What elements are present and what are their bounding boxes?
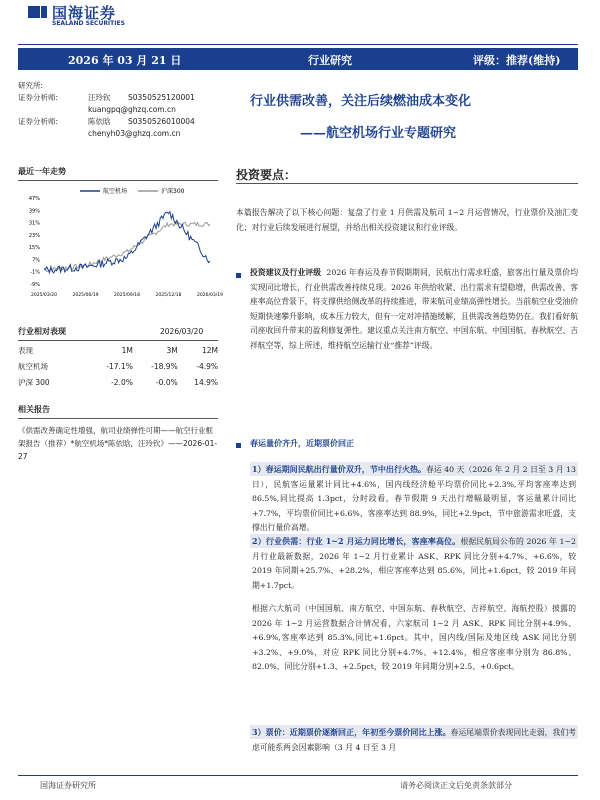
paragraph-3: 根据六大航司（中国国航、南方航空、中国东航、春秋航空、吉祥航空、海航控股）披露的 2026 年 1~2 月运营数据合计情况看，六家航司 1~2 月 ASK、RPK 同比分别+4.9%、+6.9%,客座率达到 85.3%,同比+1.6pct。其中，国内线/国际及地区线 ASK 同比分别+3.2%、+9.0%，对应 RPK 同比分别+4.7%、+12.4%，相应客座率分别为 86.8%、82.0%，同比分别+1.3、+2.5pct，较 2019 年同期分别+2.5、+0.6pct。: [252, 604, 576, 671]
footer-divider: [18, 775, 578, 776]
report-type: 行业研究: [308, 54, 352, 67]
x-tick-label: 2025/09/18: [114, 293, 140, 298]
legend-label-index: 沪深300: [161, 188, 185, 195]
y-tick-label: 15%: [28, 245, 40, 252]
p4-body: 春运尾端票价表现同比走弱，我们考虑可能系两会因素影响（3 月 4 日至 3 月: [252, 728, 576, 752]
col-header: 表现: [18, 345, 33, 355]
analyst-cert-2: S0350526010004: [128, 117, 195, 126]
table-cell: -17.1%: [106, 361, 133, 371]
analyst-role-1: 证券分析师:: [18, 93, 59, 102]
paragraph-4: [252, 725, 576, 755]
legend-label-industry: 航空机场: [103, 188, 128, 195]
advice-body: 2026 年春运及春节假期期间，民航出行需求旺盛，旅客出行量及票价均实现同比增长，行业供需改善持续兑现。2026 年供给收紧、出行需求有望稳增，供需改善、客座率高位背景下，将支撑供给侧改革的持续推进，带来航司业绩高弹性增长。当前航空业受油价短期快速攀升影响，成本压力较大，但有一定对冲措施缓解，且供需改善趋势仍在。我们看好航司座收回升带来的盈利修复弹性。建议重点关注南方航空、中国东航、中国国航、春秋航空、吉祥航空等，综上所述，维持航空运输行业“推荐”评级。: [250, 268, 578, 350]
footer-left: 国海证券研究所: [40, 781, 96, 790]
performance-divider: [18, 340, 218, 341]
p1-lead: 1）春运期间民航出行量价双升，节中出行火热。: [252, 464, 427, 474]
y-tick-label: -1%: [30, 269, 40, 276]
performance-heading: 行业相对表现: [18, 327, 66, 336]
analyst-email-2[interactable]: chenyh03@ghzq.com.cn: [88, 129, 181, 138]
bullet-icon: [236, 273, 241, 278]
report-banner: [18, 48, 578, 70]
summary-heading: 投资要点：: [236, 168, 297, 182]
y-tick-label: 31%: [28, 220, 40, 227]
advice-title: 投资建议及行业评级: [250, 268, 322, 277]
performance-table: [18, 342, 218, 390]
table-header-row: [18, 342, 218, 358]
x-tick-label: 2025/03/20: [31, 293, 57, 298]
logo-text-cn: 国海证券: [52, 4, 117, 22]
table-cell: -0.0%: [155, 377, 178, 387]
col-header: 1M: [121, 345, 133, 355]
analyst-email-1[interactable]: kuangpq@ghzq.com.cn: [88, 105, 176, 114]
footer-right: 请务必阅读正文后免责条款部分: [400, 781, 512, 790]
paragraph-1: [252, 462, 576, 536]
x-tick-label: 2026/03/19: [197, 293, 223, 298]
p4-lead: 3）票价：近期票价逐渐回正，年初至今票价同比上涨。: [252, 727, 451, 737]
table-cell: -2.0%: [111, 377, 133, 387]
table-row: [18, 358, 218, 374]
y-tick-label: -9%: [30, 282, 40, 288]
section1-title: 春运量价齐升，近期票价回正: [250, 438, 354, 448]
x-tick-label: 2025/12/18: [155, 293, 182, 298]
col-header: 12M: [201, 345, 218, 355]
summary-divider: [236, 183, 578, 184]
summary-intro: 本篇报告解决了以下核心问题：复盘了行业 1 月供需及航司 1~2 月运营情况，行业票价及油汇变化；对行业后续发展进行展望，并给出相关投资建议和行业评级。: [236, 208, 578, 232]
advice-paragraph: [250, 266, 578, 353]
paragraph-2: [252, 534, 576, 593]
analyst-cert-1: S0350525120001: [128, 93, 195, 102]
table-cell: 沪深 300: [18, 377, 50, 387]
logo-text-en: SEALAND SECURITIES: [52, 20, 125, 27]
y-tick-label: 23%: [28, 232, 40, 239]
series-line-aviation: [44, 212, 210, 273]
performance-date: 2026/03/20: [160, 327, 204, 336]
report-date: 2026 年 03 月 21 日: [68, 54, 182, 67]
analyst-name-2: 陈依晗: [88, 117, 111, 126]
analyst-name-1: 汪玲钦: [88, 93, 111, 102]
report-subtitle: ——航空机场行业专题研究: [300, 126, 457, 141]
analyst-role-2: 证券分析师:: [18, 117, 59, 126]
trend-divider: [18, 180, 218, 181]
logo-mark-bar: [41, 6, 47, 18]
researcher-label: 研究所:: [18, 81, 44, 90]
report-rating: 评级：推荐(维持): [473, 54, 561, 67]
y-tick-label: 47%: [28, 196, 40, 202]
related-heading: 相关报告: [18, 405, 50, 414]
bullet-icon: [236, 443, 241, 448]
y-tick-label: 39%: [28, 208, 40, 215]
series-line-hs300: [44, 222, 210, 272]
p1-body: 春运 40 天（2026 年 2 月 2 日至 3 月 13 日），民航客运量累计同比+4.6%，国内线经济舱平均票价同比+2.3%,平均客座率达到 86.5%,同比提高 1.3pct，分时段看，春节假期 9 天出行增幅最明显，客运量累计同比+7.7%，平均票价同比+6.6%，客座率达到 88.9%，同比+2.9pct，节中旅游需求旺盛，支撑出行量价高增。: [252, 465, 576, 532]
table-cell: -4.9%: [196, 361, 218, 371]
x-tick-label: 2025/06/19: [72, 293, 99, 298]
p2-lead: 2）行业供需：行业 1~2 月运力同比增长，客座率高位。: [252, 536, 461, 546]
related-divider: [18, 418, 218, 419]
table-cell: -18.9%: [151, 361, 178, 371]
report-title: 行业供需改善，关注后续燃油成本变化: [250, 94, 472, 109]
trend-chart: [18, 184, 223, 302]
col-header: 3M: [166, 345, 178, 355]
logo-mark: [28, 6, 40, 18]
table-cell: 14.9%: [194, 377, 218, 387]
table-row: [18, 374, 218, 390]
y-tick-label: 7%: [32, 257, 40, 264]
p2-body: 根据民航局公布的 2026 年 1~2 月行业最新数据，2026 年 1~2 月行业累计 ASK、RPK 同比分别+4.7%、+6.6%，较 2019 年同期+25.7%、+28.2%，相应客座率达到 85.6%，同比+1.6pct，较 2019 年同期+1.7pct。: [252, 537, 576, 590]
related-report-link[interactable]: 《供需改善确定性增强，航司业绩弹性可期——航空行业框架报告（推荐）*航空机场*陈依晗，汪玲钦》——2026-01-27: [18, 426, 218, 461]
table-cell: 航空机场: [18, 361, 48, 371]
header-divider: [18, 44, 578, 45]
trend-heading: 最近一年走势: [18, 167, 66, 176]
